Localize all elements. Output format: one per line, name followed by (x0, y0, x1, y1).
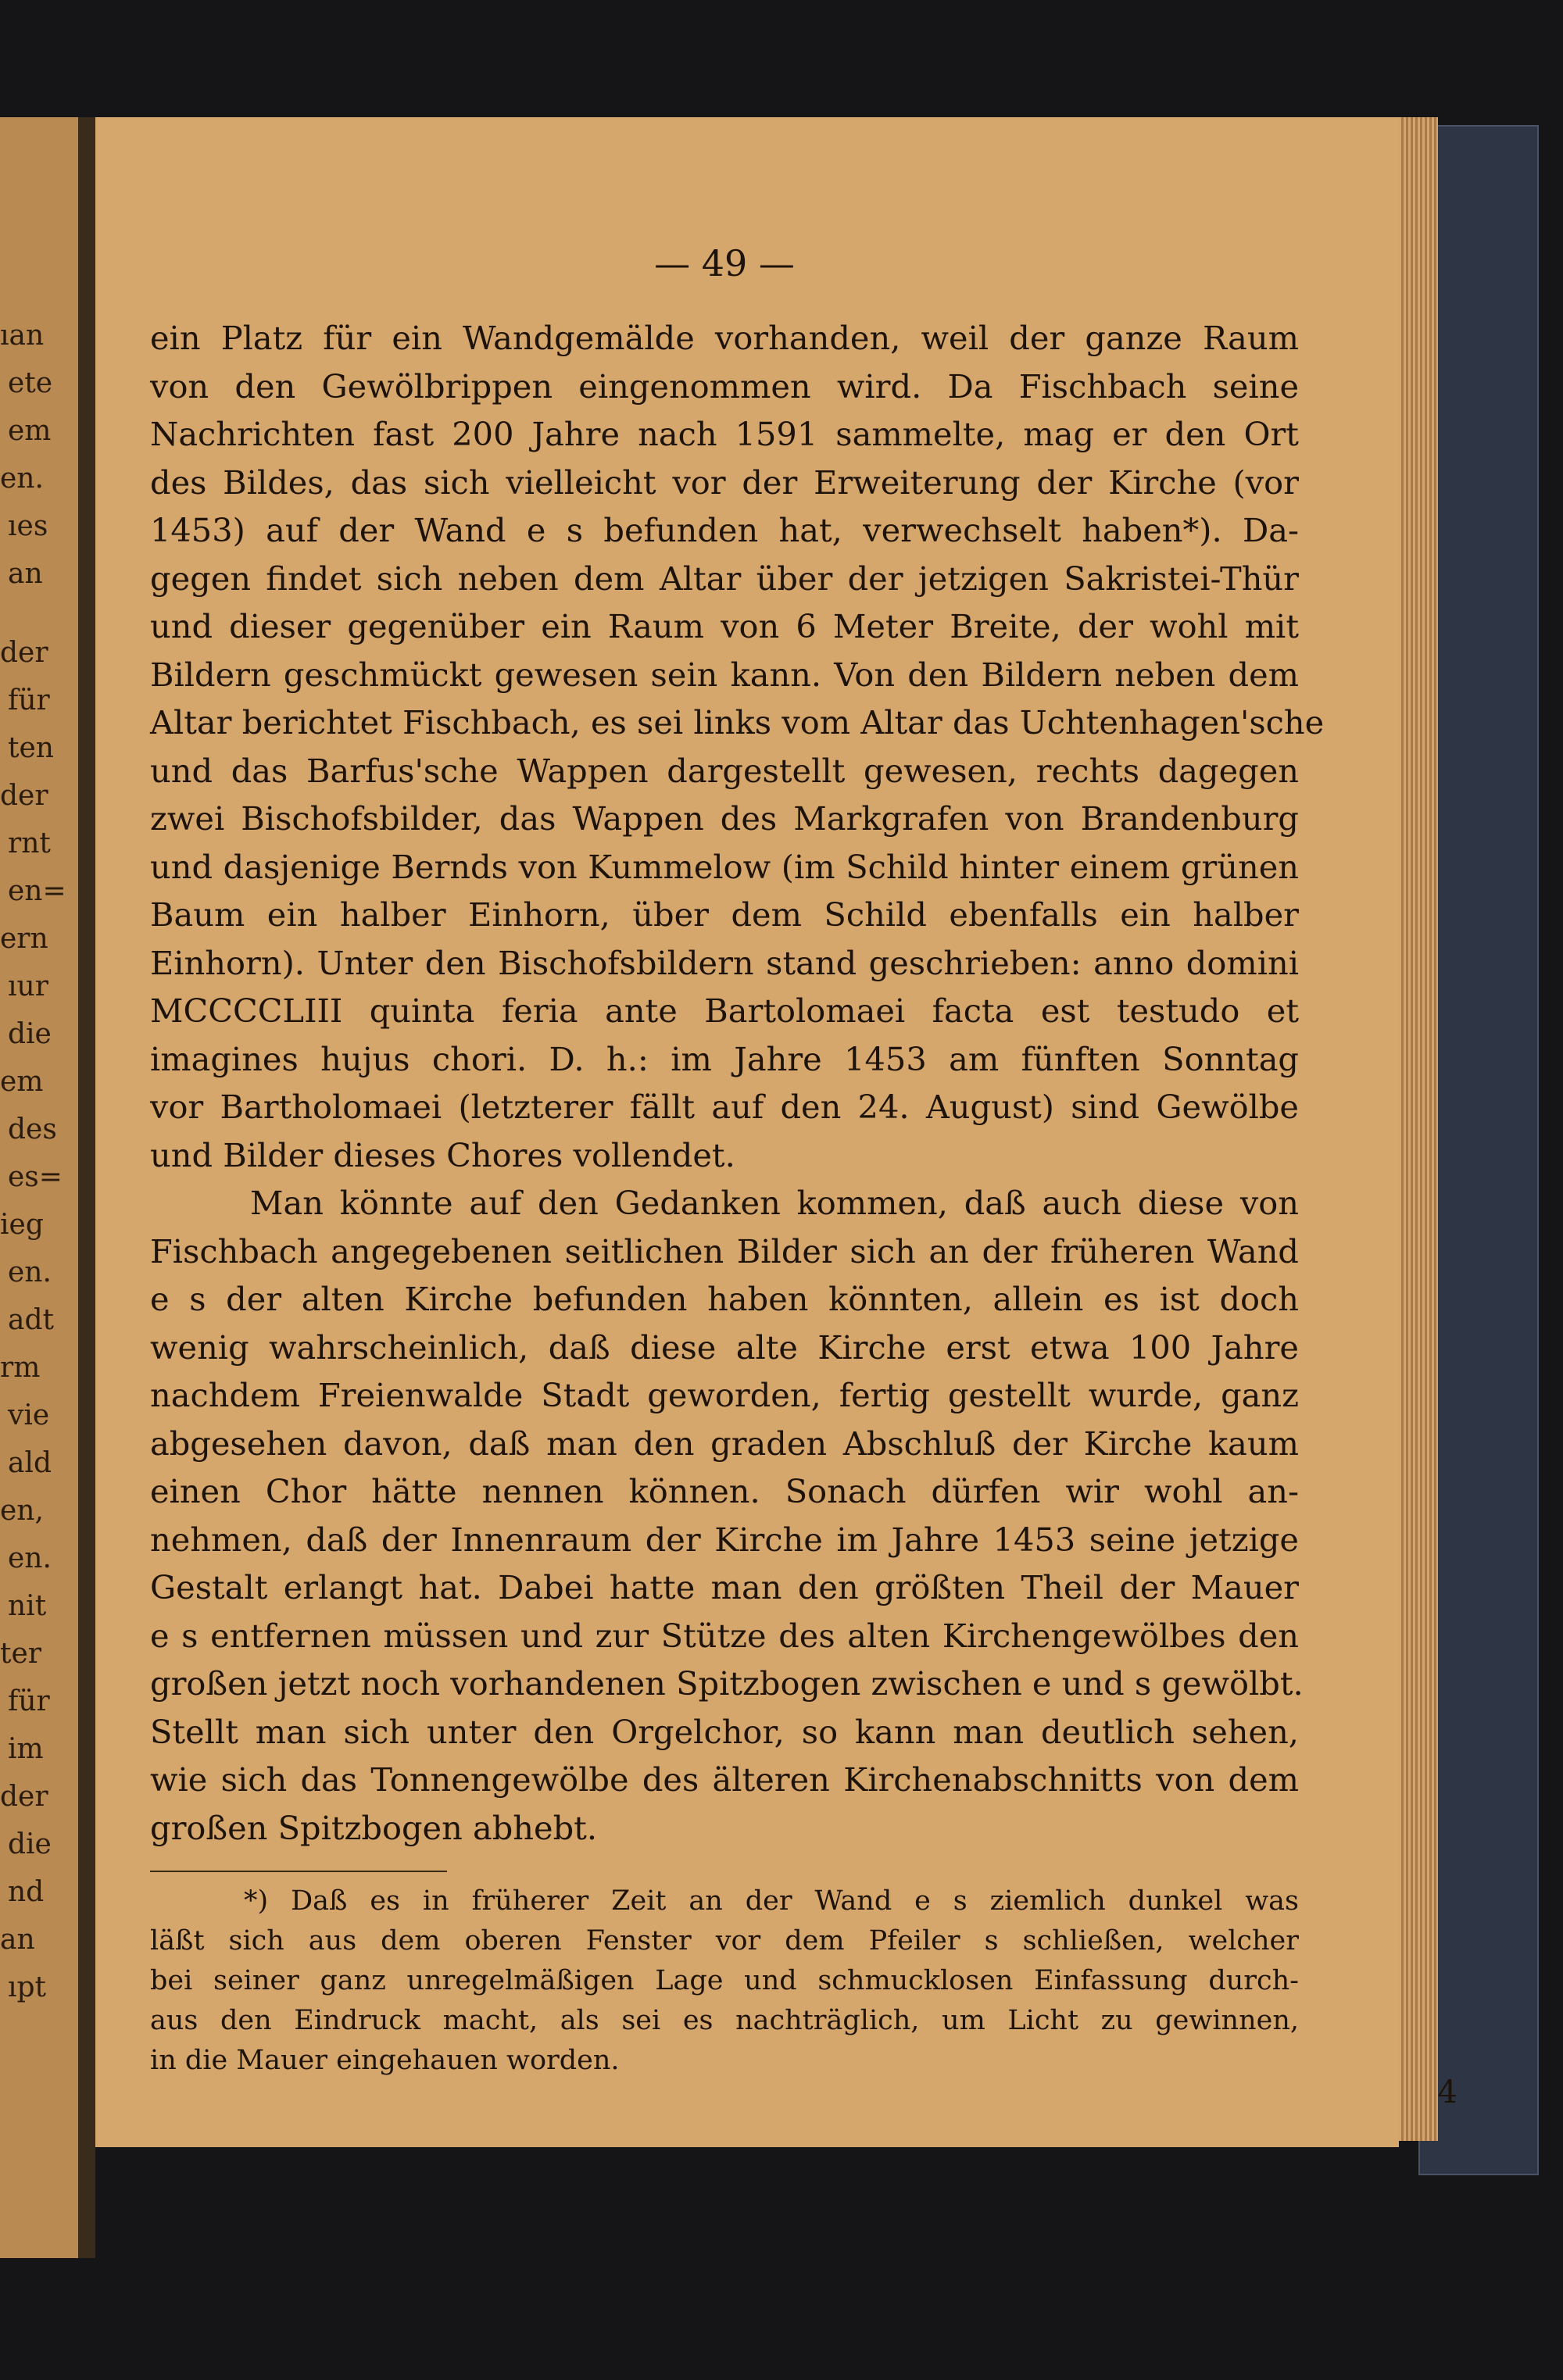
body-text (150, 314, 1325, 1852)
left-page-fragment: es= (8, 1161, 63, 1193)
left-page-fragment: ıur (8, 970, 48, 1002)
footnote-line: bei seiner ganz unregelmäßigen Lage und schmucklosen Einfassung durch- (150, 1965, 1299, 1996)
left-page-edge (0, 117, 78, 2258)
left-page-fragment: ieg (0, 1209, 44, 1241)
left-page-fragment: ete (8, 367, 53, 399)
footnote-line: aus den Eindruck macht, als sei es nachträglich, um Licht zu gewinnen, (150, 2005, 1299, 2036)
text-line: Fischbach angegebenen seitlichen Bilder sich an der früheren Wand (150, 1231, 1299, 1270)
left-page-fragment: der (0, 1781, 48, 1813)
text-line: Baum ein halber Einhorn, über dem Schild ebenfalls ein halber (150, 895, 1299, 934)
left-page-fragment: em (8, 415, 52, 447)
signature-mark: 4 (1437, 2074, 1457, 2110)
left-page-fragment: für (8, 1685, 50, 1717)
text-line: großen Spitzbogen abhebt. (150, 1808, 598, 1847)
text-line: abgesehen davon, daß man den graden Abschluß der Kirche kaum (150, 1424, 1299, 1463)
text-line: Einhorn). Unter den Bischofsbildern stand geschrieben: anno domini (150, 943, 1299, 982)
footnote-divider (150, 1871, 447, 1872)
left-page-fragment: an (0, 1924, 35, 1956)
footnote-line: *) Daß es in früherer Zeit an der Wand e s ziemlich dunkel was (244, 1885, 1299, 1917)
left-page-fragment: en= (8, 875, 66, 907)
left-page-fragment: ıes (8, 510, 48, 542)
left-page-fragment: en. (0, 463, 44, 495)
text-line: nehmen, daß der Innenraum der Kirche im Jahre 1453 seine jetzige (150, 1520, 1299, 1559)
text-line: e s der alten Kirche befunden haben könnten, allein es ist doch (150, 1280, 1299, 1318)
text-line: 1453) auf der Wand e s befunden hat, verwechselt haben*). Da- (150, 511, 1299, 549)
book-page (95, 117, 1399, 2147)
text-line: und Bilder dieses Chores vollendet. (150, 1135, 735, 1174)
text-line: Gestalt erlangt hat. Dabei hatte man den größten Theil der Mauer (150, 1568, 1299, 1606)
left-page-fragment: rnt (8, 827, 51, 859)
text-line: Altar berichtet Fischbach, es sei links vom Altar das Uchtenhagen'sche (150, 703, 1325, 742)
page-text (150, 242, 1325, 2081)
left-page-fragment: ıan (0, 320, 45, 352)
text-line: von den Gewölbrippen eingenommen wird. Da Fischbach seine (150, 366, 1299, 406)
text-line: Bildern geschmückt gewesen sein kann. Von den Bildern neben dem (150, 655, 1299, 694)
left-page-fragment: nit (8, 1590, 47, 1622)
left-page-fragment: an (8, 558, 43, 590)
text-line: wenig wahrscheinlich, daß diese alte Kirche erst etwa 100 Jahre (150, 1328, 1299, 1367)
text-line: wie sich das Tonnengewölbe des älteren Kirchenabschnitts von dem (150, 1760, 1299, 1799)
left-page-fragment: en, (0, 1495, 44, 1527)
left-page-fragment: ıpt (8, 1971, 47, 2003)
left-page-fragment: ald (8, 1447, 52, 1479)
text-line: des Bildes, das sich vielleicht vor der Erweiterung der Kirche (vor (150, 463, 1299, 502)
page-header: — 49 — (654, 242, 795, 284)
left-page-fragment: die (8, 1828, 52, 1860)
text-line: einen Chor hätte nennen können. Sonach dürfen wir wohl an- (150, 1472, 1299, 1510)
left-page-fragment: nd (8, 1876, 45, 1908)
text-line: nachdem Freienwalde Stadt geworden, fertig gestellt wurde, ganz (150, 1376, 1299, 1414)
footnote (150, 1881, 1299, 2081)
left-page-fragment: des (8, 1113, 57, 1145)
left-page-fragment: em (0, 1066, 44, 1098)
left-page-fragment: vie (8, 1399, 50, 1431)
text-line: zwei Bischofsbilder, das Wappen des Markgrafen von Brandenburg (150, 799, 1299, 838)
left-page-fragment: en. (8, 1256, 52, 1288)
left-page-fragment: ten (8, 732, 54, 764)
text-line: und dasjenige Bernds von Kummelow (im Schild hinter einem grünen (150, 847, 1299, 886)
left-page-fragment: für (8, 684, 50, 717)
left-page-fragment: der (0, 780, 48, 812)
text-line: vor Bartholomaei (letzterer fällt auf den 24. August) sind Gewölbe (150, 1088, 1299, 1126)
left-page-fragment: ter (0, 1638, 41, 1670)
text-line: Stellt man sich unter den Orgelchor, so kann man deutlich sehen, (150, 1712, 1299, 1751)
book-spine (78, 117, 95, 2258)
text-line: großen jetzt noch vorhandenen Spitzbogen zwischen e und s gewölbt. (150, 1664, 1304, 1703)
text-line: imagines hujus chori. D. h.: im Jahre 1453 am fünften Sonntag (150, 1039, 1299, 1078)
text-line: und das Barfus'sche Wappen dargestellt gewesen, rechts dagegen (150, 751, 1299, 790)
footnote-line: in die Mauer eingehauen worden. (150, 2045, 620, 2076)
text-line: Man könnte auf den Gedanken kommen, daß auch diese von (250, 1184, 1299, 1222)
text-line: MCCCCLIII quinta feria ante Bartolomaei facta est testudo et (150, 992, 1299, 1030)
text-line: gegen findet sich neben dem Altar über der jetzigen Sakristei-Thür (150, 559, 1299, 598)
left-page-fragment: im (8, 1733, 44, 1765)
left-page-fragment: adt (8, 1304, 54, 1336)
left-page-fragment: ern (0, 923, 48, 955)
left-page-fragment: der (0, 637, 48, 669)
text-line: ein Platz für ein Wandgemälde vorhanden, weil der ganze Raum (150, 319, 1299, 357)
text-line: e s entfernen müssen und zur Stütze des alten Kirchengewölbes den (150, 1616, 1299, 1655)
footnote-line: läßt sich aus dem oberen Fenster vor dem Pfeiler s schließen, welcher (150, 1925, 1299, 1957)
left-page-fragment: rm (0, 1352, 41, 1384)
page-edges (1399, 117, 1438, 2141)
left-page-fragment: die (8, 1018, 52, 1050)
text-line: Nachrichten fast 200 Jahre nach 1591 sammelte, mag er den Ort (150, 415, 1299, 453)
left-page-fragment: en. (8, 1542, 52, 1574)
text-line: und dieser gegenüber ein Raum von 6 Meter Breite, der wohl mit (150, 607, 1299, 645)
